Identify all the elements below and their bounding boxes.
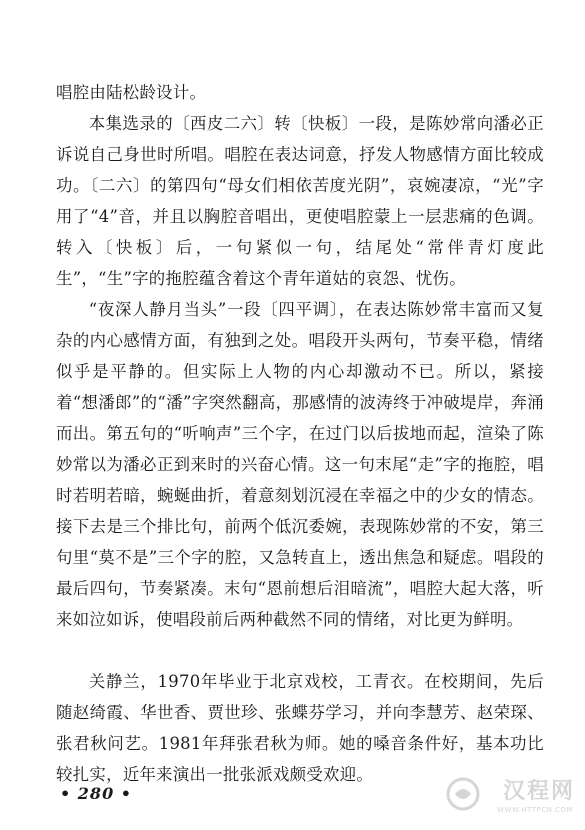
paragraph-1: 唱腔由陆松龄设计。 [56,83,207,102]
paragraph-2: 本集选录的〔西皮二六〕转〔快板〕一段，是陈妙常向潘必正诉说自己身世时所唱。唱腔在表达词意，抒发人物感情方面比较成功。〔二六〕的第四句“母女们相依苦度光阴”，哀婉凄凉，“光”字用了“4”音，并且以胸腔音唱出，更使唱腔蒙上一层悲痛的色调。转入〔快板〕后，一句紧似一句，结尾处“常伴青灯度此生”，“生”字的拖腔蕴含着这个青年道姑的哀怨、忧伤。 [56,114,544,288]
page-number: • 280 • [60,784,132,803]
watermark [445,772,575,822]
watermark-text: 汉程网 [502,779,575,804]
paragraph-3: “夜深人静月当头”一段〔四平调〕，在表达陈妙常丰富而又复杂的内心感情方面，有独到之处。唱段开头两句，节奏平稳，情绪似乎是平静的。但实际上人物的内心却激动不已。所以，紧接着“想潘郎”的“潘”字突然翻高，那感情的波涛终于冲破堤岸，奔涌而出。第五句的“听响声”三个字，在过门以后拔地而起，渲染了陈妙常以为潘必正到来时的兴奋心情。这一句末尾“走”字的拖腔，唱时若明若暗，蜿蜒曲折，着意刻划沉浸在幸福之中的少女的情态。接下去是三个排比句，前两个低沉委婉，表现陈妙常的不安，第三句里“莫不是”三个字的腔，又急转直上，透出焦急和疑虑。唱段的最后四句，节奏紧凑。末句“恩前想后泪暗流”，唱腔大起大落，听来如泣如诉，使唱段前后两种截然不同的情绪，对比更为鲜明。 [56,300,544,629]
watermark-logo-icon [445,776,481,812]
watermark-url: WWW.HTTPCN.COM [497,806,573,814]
paragraph-4: 关静兰，1970年毕业于北京戏校，工青衣。在校期间，先后随赵绮霞、华世香、贾世珍、张蝶芬学习，并向李慧芳、赵荣琛、张君秋问艺。1981年拜张君秋为师。她的嗓音条件好，基本功比较扎实，近年来演出一批张派戏颇受欢迎。 [56,672,544,784]
